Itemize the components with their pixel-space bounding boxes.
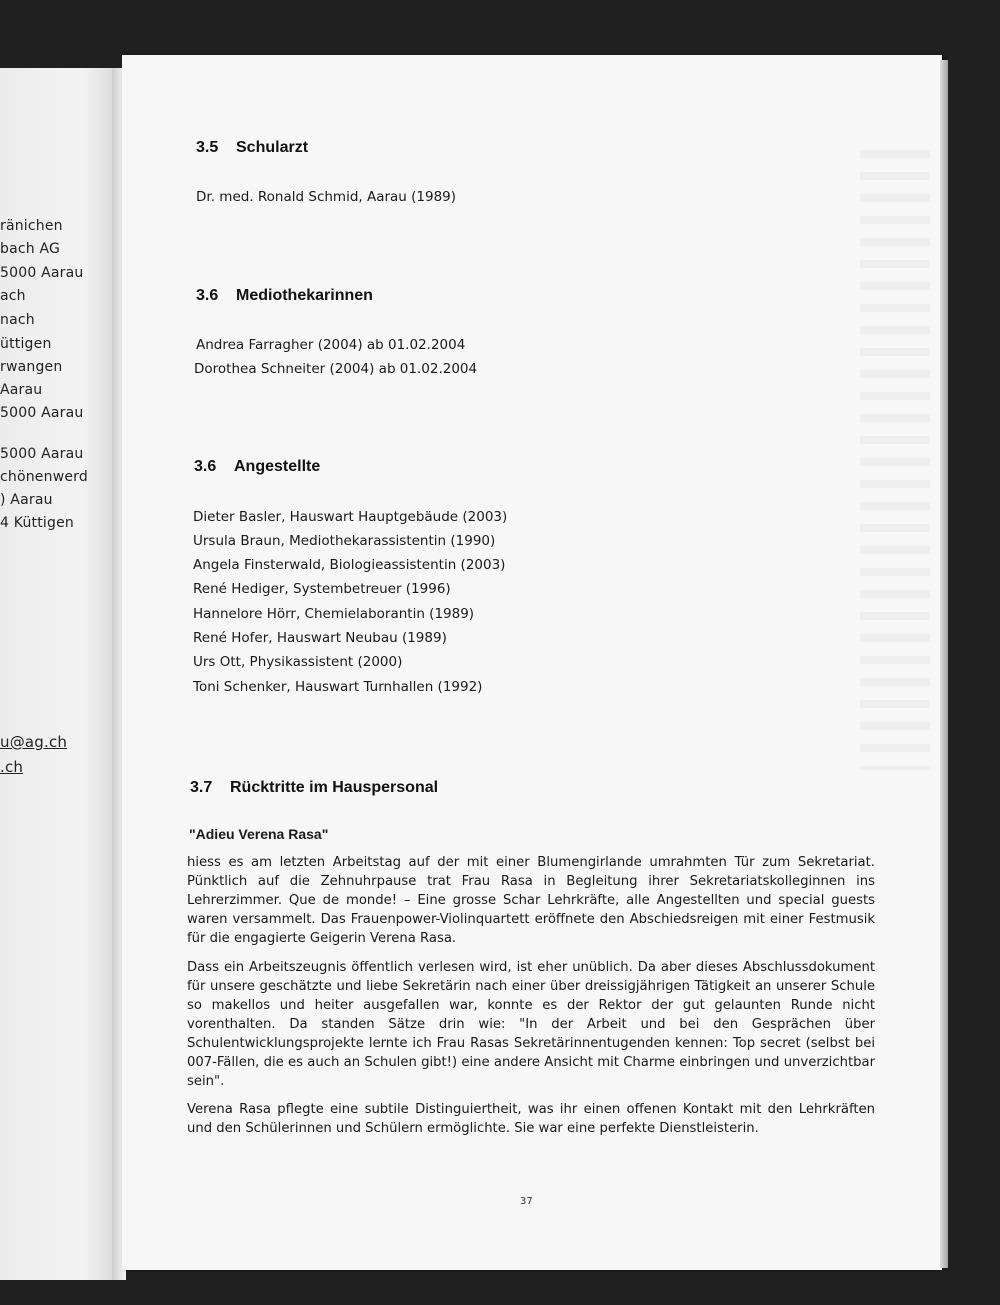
left-page-web-link[interactable]: .ch: [0, 758, 24, 776]
left-page-line: rwangen: [0, 359, 63, 375]
left-page-line: 5000 Aarau: [0, 405, 84, 421]
section-title: Angestellte: [234, 458, 321, 475]
left-page-line: Aarau: [0, 382, 43, 398]
left-page-line: ) Aarau: [0, 492, 53, 508]
show-through-texture: [860, 150, 930, 770]
left-page-line: nach: [0, 312, 35, 328]
section-heading-angestellte: [194, 458, 320, 476]
section-number: 3.6: [194, 458, 217, 475]
staff-entry: Angela Finsterwald, Biologieassistentin (2003): [193, 557, 506, 573]
section-title: Mediothekarinnen: [236, 287, 373, 304]
article-paragraph: Verena Rasa pflegte eine subtile Distinguiertheit, was ihr einen offenen Kontakt mit den Lehrkräften und den Schülerinnen und Schülern ermöglichte. Sie war eine perfekte Dienstleisterin.: [187, 1102, 875, 1136]
section-heading-ruecktritte: [190, 779, 438, 797]
left-facing-page: [0, 68, 118, 1280]
left-page-line: 5000 Aarau: [0, 265, 84, 281]
mediothekarin-entry: Andrea Farragher (2004) ab 01.02.2004: [196, 337, 466, 353]
section-heading-schularzt: [196, 139, 308, 157]
section-number: 3.7: [190, 779, 213, 796]
left-page-line: 4 Küttigen: [0, 515, 74, 531]
staff-entry: Dieter Basler, Hauswart Hauptgebäude (2003): [193, 509, 508, 525]
section-title: Schularzt: [236, 139, 309, 156]
schularzt-entry: Dr. med. Ronald Schmid, Aarau (1989): [196, 189, 457, 205]
left-page-line: ränichen: [0, 218, 63, 234]
staff-entry: Urs Ott, Physikassistent (2000): [193, 654, 403, 670]
staff-entry: René Hediger, Systembetreuer (1996): [193, 581, 451, 597]
staff-entry: Ursula Braun, Mediothekarassistentin (1990): [193, 533, 496, 549]
staff-entry: Toni Schenker, Hauswart Turnhallen (1992): [193, 679, 483, 695]
left-page-line: chönenwerd: [0, 469, 88, 485]
staff-entry: René Hofer, Hauswart Neubau (1989): [193, 630, 447, 646]
left-page-line: 5000 Aarau: [0, 446, 84, 462]
left-page-line: ach: [0, 288, 26, 304]
section-heading-mediothekarinnen: [196, 287, 373, 305]
article-paragraph: Dass ein Arbeitszeugnis öffentlich verlesen wird, ist eher unüblich. Da aber dieses Abschlussdokument für unsere geschätzte und liebe Sekretärin nach einer über dreissigjährigen Tätigkeit an unserer Schule so makellos und heiter ausgefallen war, konnte es der Rektor der gut gelaunten Runde nicht vorenthalten. Da standen Sätze drin wie: "In der Arbeit und bei den Gesprächen über Schulentwicklungsprojekte lernte ich Frau Rasas Sekretärinnentugenden kennen: Top secret (selbst bei 007-Fällen, die es auch an Schulen gibt!) eine andere Ansicht mit Charme einbringen und unverzichtbar sein".: [187, 960, 875, 1089]
section-number: 3.6: [196, 287, 219, 304]
section-title: Rücktritte im Hauspersonal: [230, 779, 439, 796]
section-number: 3.5: [196, 139, 219, 156]
article-paragraph: hiess es am letzten Arbeitstag auf der mit einer Blumengirlande umrahmten Tür zum Sekretariat. Pünktlich auf die Zehnuhrpause trat Frau Rasa in Begleitung ihrer Sekretariatskolleginnen ins Lehrerzimmer. Que de monde! – Eine grosse Schar Lehrkräfte, alle Angestellten und special guests waren versammelt. Das Frauenpower-Violinquartett eröffnete den Abschiedsreigen mit einer Festmusik für die engagierte Geigerin Verena Rasa.: [187, 855, 875, 946]
left-page-line: bach AG: [0, 241, 61, 257]
left-page-line: üttigen: [0, 336, 52, 352]
page-number: 37: [520, 1196, 533, 1207]
page-edge-shadow: [940, 60, 948, 1268]
mediothekarin-entry: Dorothea Schneiter (2004) ab 01.02.2004: [194, 361, 478, 377]
left-page-email-link[interactable]: u@ag.ch: [0, 733, 68, 751]
staff-entry: Hannelore Hörr, Chemielaborantin (1989): [193, 606, 475, 622]
article-title: "Adieu Verena Rasa": [189, 826, 329, 842]
